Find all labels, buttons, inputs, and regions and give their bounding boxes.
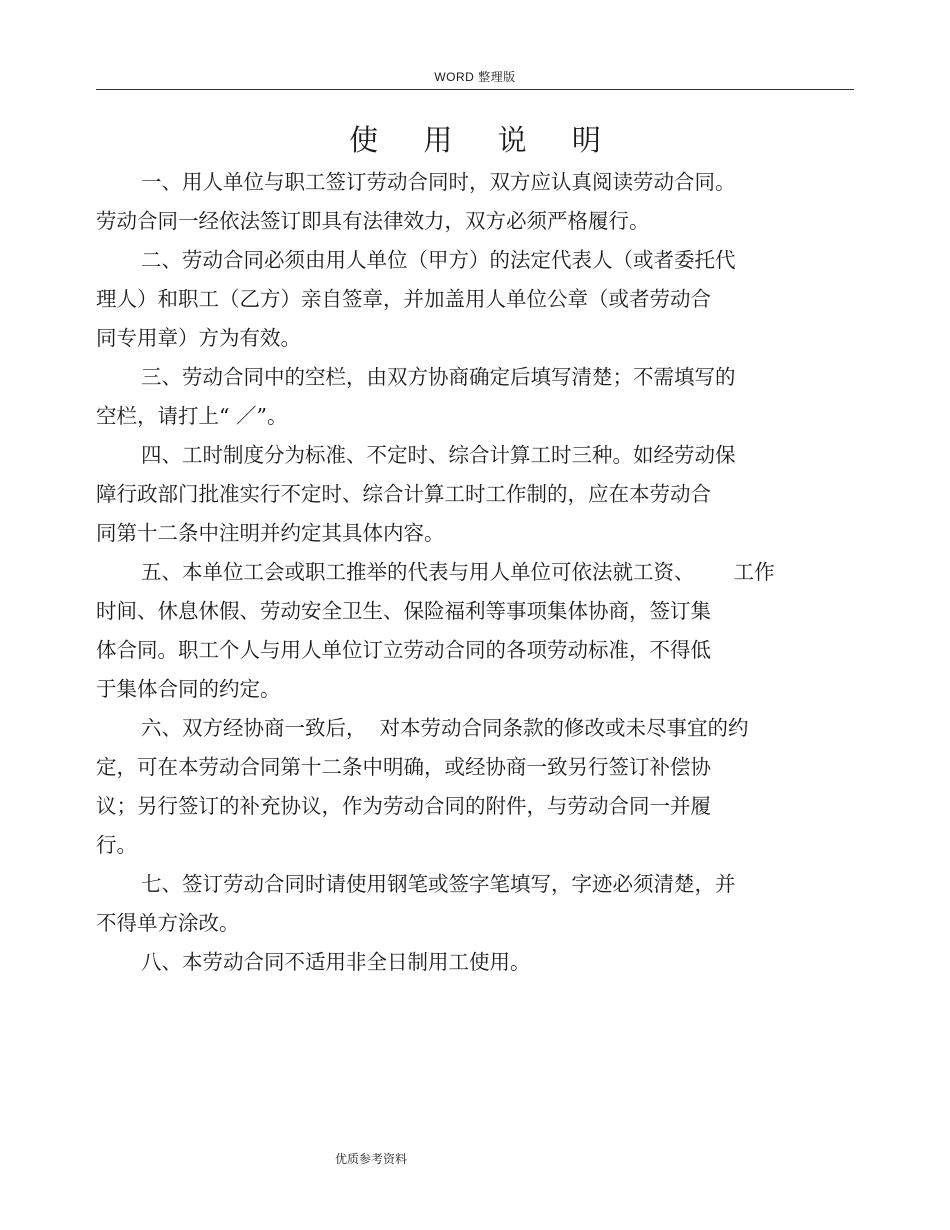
page-footer: 优质参考资料 xyxy=(335,1152,408,1166)
paragraph-5-line-3: 体合同。职工个人与用人单位订立劳动合同的各项劳动标准，不得低 xyxy=(96,638,711,662)
paragraph-3-line-2: 空栏，请打上“ ／”。 xyxy=(96,404,288,428)
paragraph-1-line-1: 一、用人单位与职工签订劳动合同时，双方应认真阅读劳动合同。 xyxy=(141,170,736,194)
paragraph-5-line-4: 于集体合同的约定。 xyxy=(96,677,281,701)
paragraph-4-line-2: 障行政部门批准实行不定时、综合计算工时工作制的，应在本劳动合 xyxy=(96,482,711,506)
paragraph-2-line-3: 同专用章）方为有效。 xyxy=(96,326,301,350)
paragraph-5-line-2: 时间、休息休假、劳动安全卫生、保险福利等事项集体协商，签订集 xyxy=(96,599,711,623)
paragraph-2-line-1: 二、劳动合同必须由用人单位（甲方）的法定代表人（或者委托代 xyxy=(141,248,736,272)
paragraph-4-line-1: 四、工时制度分为标准、不定时、综合计算工时三种。如经劳动保 xyxy=(141,443,736,467)
paragraph-8-line-1: 八、本劳动合同不适用非全日制用工使用。 xyxy=(141,950,531,974)
paragraph-7-line-1: 七、签订劳动合同时请使用钢笔或签字笔填写，字迹必须清楚，并 xyxy=(141,872,736,896)
paragraph-2-line-2: 理人）和职工（乙方）亲自签章，并加盖用人单位公章（或者劳动合 xyxy=(96,287,711,311)
paragraph-6-line-1: 六、双方经协商一致后， 对本劳动合同条款的修改或未尽事宜的约 xyxy=(141,716,749,740)
paragraph-3-line-1: 三、劳动合同中的空栏，由双方协商确定后填写清楚；不需填写的 xyxy=(141,365,736,389)
paragraph-1-line-2: 劳动合同一经依法签订即具有法律效力，双方必须严格履行。 xyxy=(96,209,650,233)
paragraph-4-line-3: 同第十二条中注明并约定其具体内容。 xyxy=(96,521,445,545)
page-header: WORD 整理版 xyxy=(434,70,516,84)
paragraph-6-line-4: 行。 xyxy=(96,833,137,857)
document-title: 使 用 说 明 xyxy=(349,123,619,157)
paragraph-7-line-2: 不得单方涂改。 xyxy=(96,911,240,935)
paragraph-6-line-2: 定，可在本劳动合同第十二条中明确，或经协商一致另行签订补偿协 xyxy=(96,755,711,779)
header-divider xyxy=(96,89,854,90)
paragraph-5-line-1: 五、本单位工会或职工推举的代表与用人单位可依法就工资、 工作 xyxy=(141,560,775,584)
paragraph-6-line-3: 议；另行签订的补充协议，作为劳动合同的附件，与劳动合同一并履 xyxy=(96,794,711,818)
